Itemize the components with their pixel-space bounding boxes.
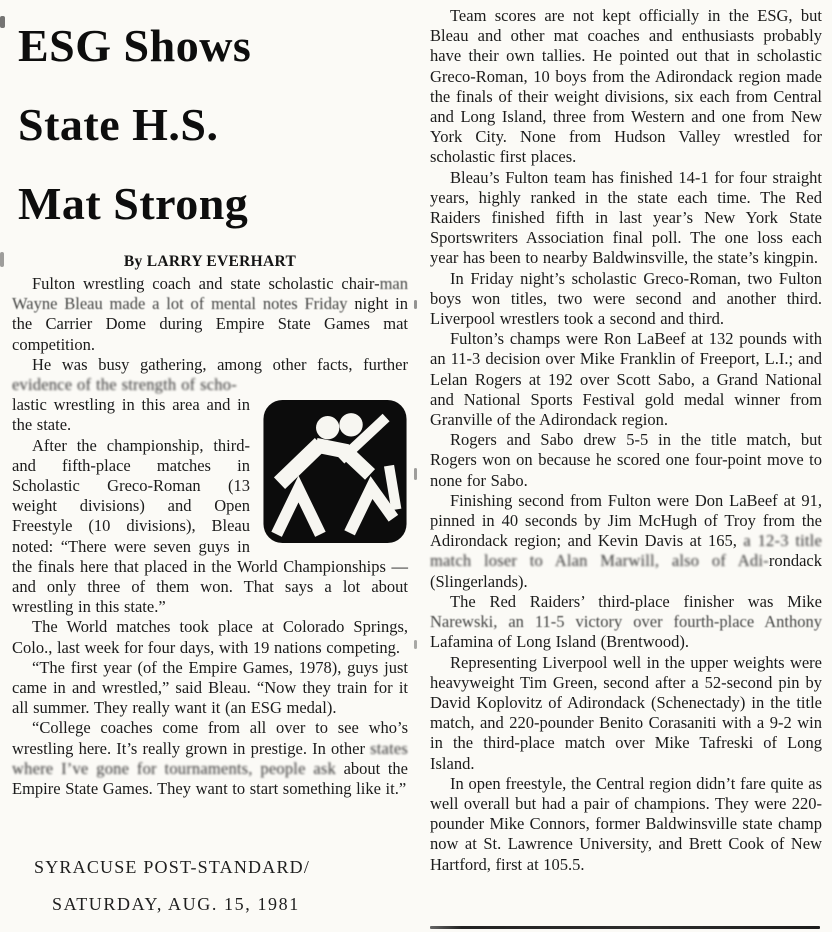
byline: By LARRY EVERHART	[123, 253, 297, 270]
paragraph-text: He was busy gathering, among other facts, further	[32, 354, 408, 374]
wrestling-pictogram-icon	[262, 398, 408, 545]
scan-artifact	[414, 640, 417, 649]
paragraph: Team scores are not kept officially in the ESG, but Bleau and other mat coaches and enthusiasts probably have their own tallies. He pointed out that in scholastic Greco-Roman, 10 boys from the Adirondack region made the finals of their weight divisions, six each from Central and Long Island, three from Western and one from New York City. None from Hudson Valley wrestled for scholastic first places.	[430, 6, 822, 167]
publication-date: SATURDAY, AUG. 15, 1981	[52, 894, 300, 915]
headline-line: State H.S.	[18, 99, 219, 150]
paragraph-text: rondack (Slingerlands).	[430, 551, 822, 591]
paragraph	[12, 718, 408, 799]
paragraph: After the championship, third- and fifth-place matches in Scholastic Greco-Roman (13 weight divisions) and Open Freestyle (10 divisions), Bleau noted: “There were seven guys in the finals here that placed in the World Championships — and only three of them won. That says a lot about wrestling in this state.”	[12, 435, 408, 617]
headline-line: ESG Shows	[18, 20, 252, 71]
degraded-line: Narewski, an 11-5 victory over fourth-place Anthony	[430, 612, 822, 632]
paragraph: Representing Liverpool well in the upper weights were heavyweight Tim Green, second after a 52-second pin by David Koplovitz of Adirondack (Schenectady) in the title match, and 220-pounder Benito Corasaniti with a 9-2 win in the third-place match over Mike Tafreski of Long Island.	[430, 652, 822, 773]
paragraph-text: about the Empire State Games. They want to start something like it.”	[12, 758, 408, 799]
paragraph: In Friday night’s scholastic Greco-Roman, two Fulton boys won titles, two were second and another third. Liverpool wrestlers took a second and third.	[430, 268, 822, 329]
right-column	[430, 4, 822, 932]
publication-credit-block	[12, 857, 408, 915]
article-headline	[18, 6, 408, 243]
paragraph: The World matches took place at Colorado Springs, Colo., last week for four days, with 19 nations competing.	[12, 617, 408, 657]
paragraph: Fulton’s champs were Ron LaBeef at 132 pounds with an 11-3 decision over Mike Franklin of Freeport, L.I.; and Lelan Rogers at 192 over Scott Sabo, a Grand National and National Sports Festival gold medal winner from Granville of the Adirondack region.	[430, 329, 822, 430]
scan-artifact	[414, 468, 417, 480]
scan-artifact	[0, 16, 5, 28]
column-bottom-rule	[430, 926, 820, 929]
degraded-line: man Wayne Bleau made a lot of mental notes Friday	[12, 274, 408, 314]
paragraph	[430, 491, 822, 592]
paragraph	[12, 355, 408, 395]
paragraph-text: The Red Raiders’ third-place finisher was Mike	[450, 591, 822, 611]
scan-artifact	[0, 252, 4, 267]
headline-line: Mat Strong	[18, 178, 249, 229]
degraded-line: states where I’ve gone for tournaments, people ask	[12, 738, 409, 778]
left-column	[12, 4, 408, 932]
paragraph: In open freestyle, the Central region didn’t fare quite as well overall but had a pair of champions. They were 220-pounder Mike Connors, former Baldwinsville state champ now at St. Lawrence University, and Brett Cook of New Hartford, first at 105.5.	[430, 773, 822, 874]
paragraph: Bleau’s Fulton team has finished 14-1 for four straight years, highly ranked in the state each time. The Red Raiders finished fifth in last year’s New York State Sportswriters Association final poll. The one loss each year has been to nearby Baldwinsville, the state’s kingpin.	[430, 167, 822, 268]
paragraph	[430, 592, 822, 653]
paragraph	[12, 274, 408, 355]
degraded-line: evidence of the strength of scho-	[12, 375, 237, 395]
paragraph-text: Finishing second from Fulton were Don LaBeef at 91, pinned in 40 seconds by Jim McHugh of Troy from the Adirondack region; and Kevin Davis at 165,	[430, 490, 822, 551]
paragraph-text: “College coaches come from all over to see who’s wrestling here. It’s really grown in prestige. In other	[12, 718, 408, 758]
left-article-body	[12, 274, 408, 799]
scan-artifact	[414, 300, 417, 309]
paragraph: Rogers and Sabo drew 5-5 in the title match, but Rogers won on because he scored one four-point move to none for Sabo.	[430, 430, 822, 490]
paragraph-text: Fulton wrestling coach and state scholastic chair-	[32, 274, 380, 293]
degraded-line: a 12-3 title match loser to Alan Marwill, also of Adi-	[430, 531, 822, 571]
paragraph-text: night in the Carrier Dome during Empire State Games mat competition.	[12, 294, 408, 354]
paragraph-text: Lafamina of Long Island (Brentwood).	[430, 632, 690, 652]
publication-name: SYRACUSE POST-STANDARD/	[34, 857, 311, 878]
paragraph: “The first year (of the Empire Games, 1978), guys just came in and wrestled,” said Bleau. “Now they train for it all summer. They really want it (an ESG medal).	[12, 657, 408, 718]
paragraph: lastic wrestling in this area and in the state.	[12, 395, 250, 435]
